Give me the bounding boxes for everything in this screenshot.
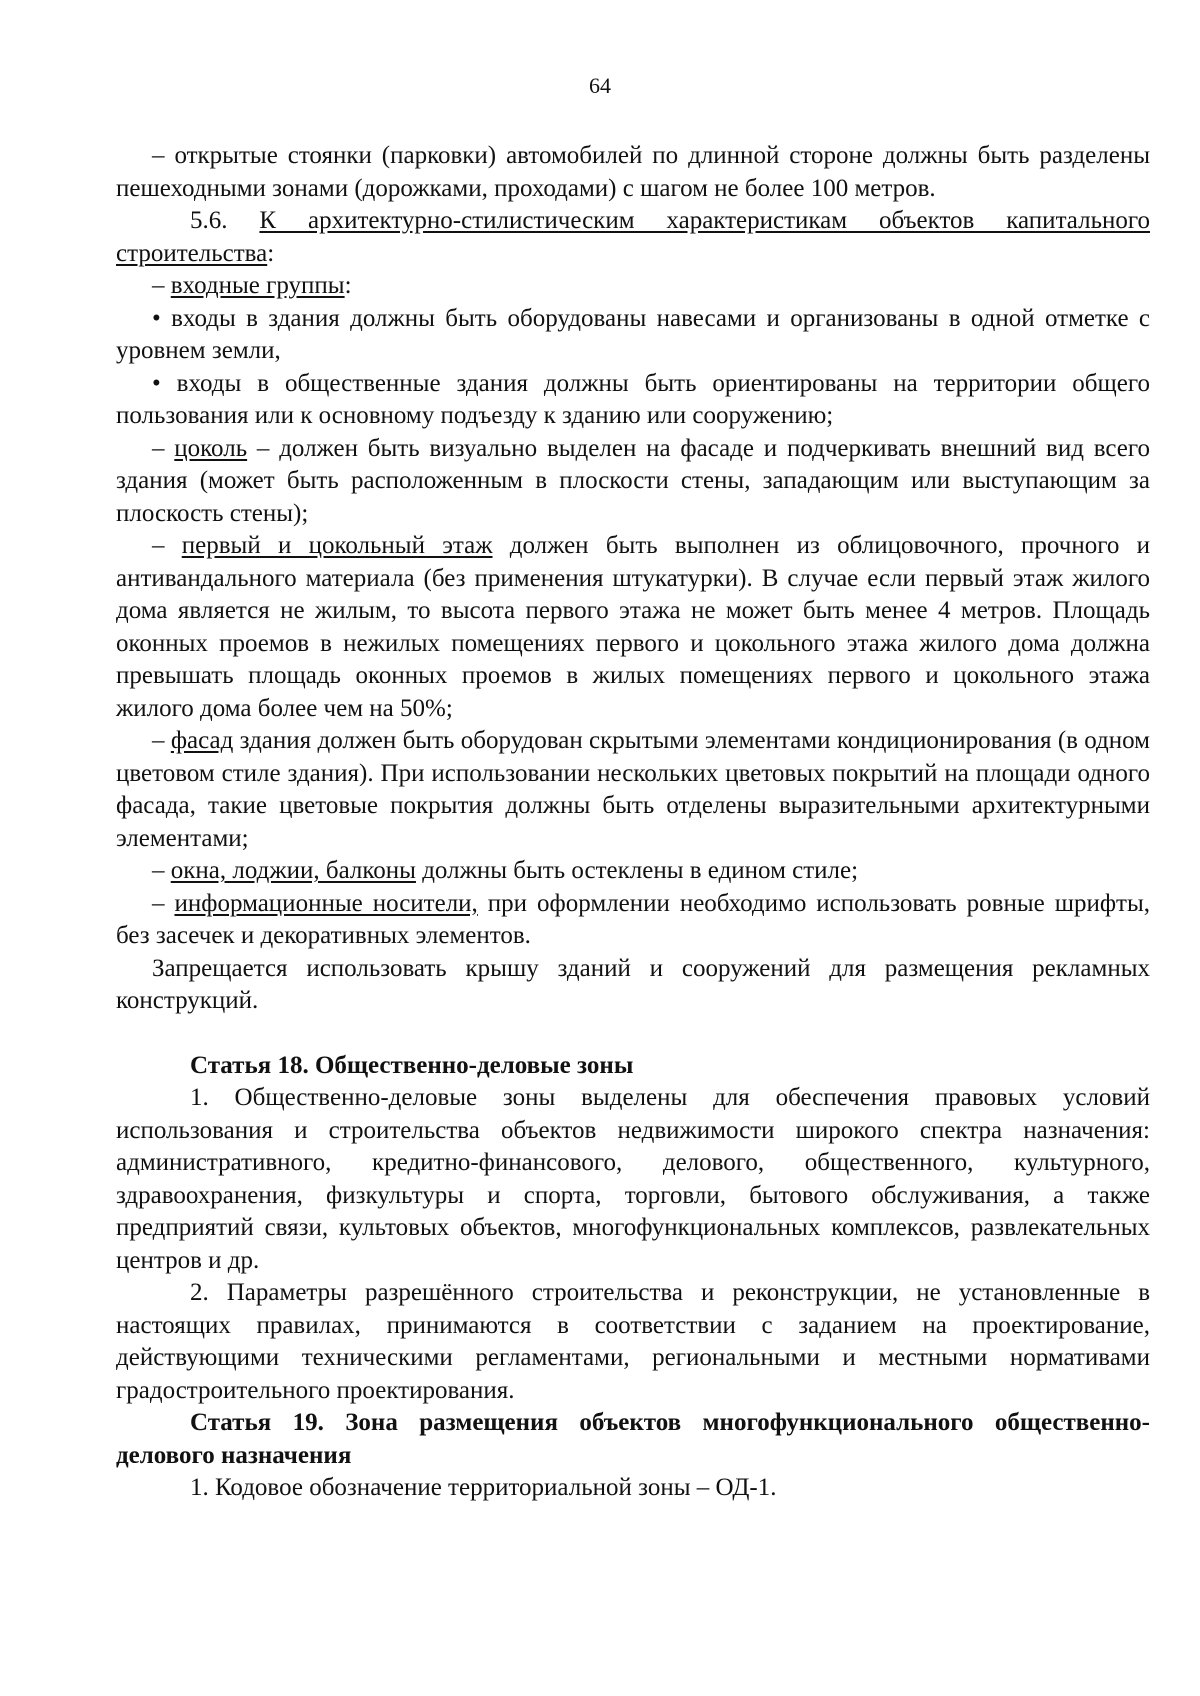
bullet-item: • входы в общественные здания должны быть ориентированы на территории общего пользования или к основному подъезду к зданию или сооружению; [116, 369, 1150, 429]
prohibition-paragraph: Запрещается использовать крышу зданий и сооружений для размещения рекламных конструкций. [116, 954, 1150, 1014]
floor-label: первый и цокольный этаж [181, 532, 493, 559]
page-number: 64 [589, 73, 611, 98]
bullet-item: • входы в здания должны быть оборудованы навесами и организованы в одной отметке с уровнем земли, [116, 304, 1150, 364]
floor-item: – первый и цокольный этаж должен быть выполнен из облицовочного, прочного и антивандального материала (без применения штукатурки). В случае если первый этаж жилого дома является не жилым, то высота первого этажа не может быть менее 4 метров. Площадь оконных проемов в нежилых помещениях первого и цокольного этажа жилого дома должна превышать площадь оконных проемов в жилых помещениях первого и цокольного этажа жилого дома более чем на 50%; [116, 532, 1150, 722]
section-title: К архитектурно-стилистическим характеристикам объектов капитального строительства [116, 207, 1150, 267]
spacer [116, 1018, 1150, 1050]
plinth-item: – цоколь – должен быть визуально выделен на фасаде и подчеркивать внешний вид всего здания (может быть расположенным в плоскости стены, западающим или выступающим за плоскость стены); [116, 434, 1150, 527]
article-19-paragraph-1: 1. Кодовое обозначение территориальной зоны – ОД-1. [190, 1474, 777, 1501]
section-number: 5.6. [190, 207, 260, 234]
article-18-heading: Статья 18. Общественно-деловые зоны [190, 1051, 634, 1079]
windows-item: – окна, лоджии, балконы должны быть остеклены в едином стиле; [152, 857, 859, 884]
info-media-item: – информационные носители, при оформлении необходимо использовать ровные шрифты, без засечек и декоративных элементов. [116, 889, 1150, 949]
windows-label: окна, лоджии, балконы [170, 857, 416, 884]
facade-item: – фасад здания должен быть оборудован скрытыми элементами кондиционирования (в одном цветовом стиле здания). При использовании нескольких цветовых покрытий на площади одного фасада, такие цветовые покрытия должны быть отделены выразительными архитектурными элементами; [116, 727, 1151, 852]
entrance-groups-label: входные группы [170, 272, 345, 299]
parking-paragraph: – открытые стоянки (парковки) автомобилей по длинной стороне должны быть разделены пешеходными зонами (дорожками, проходами) с шагом не более 100 метров. [116, 142, 1150, 202]
entrance-groups-item: – входные группы: [152, 272, 352, 299]
plinth-label: цоколь [174, 434, 248, 462]
article-18-paragraph-2: 2. Параметры разрешённого строительства и реконструкции, не установленные в настоящих правилах, принимаются в соответствии с заданием на проектирование, действующими техническими регламентами, региональными и местными нормативами градостроительного проектирования. [116, 1279, 1150, 1404]
article-18-paragraph-1: 1. Общественно-деловые зоны выделены для обеспечения правовых условий использования и строительства объектов недвижимости широкого спектра назначения: административного, кредитно-финансового, делового, общественного, культурного, здравоохранения, физкультуры и спорта, торговли, бытового обслуживания, а также предприятий связи, культовых объектов, многофункциональных комплексов, развлекательных центров и др. [116, 1084, 1150, 1274]
facade-label: фасад [170, 727, 234, 754]
info-media-label: информационные носители, [174, 889, 478, 917]
article-19-heading: Статья 19. Зона размещения объектов многофункционального общественно-делового назначения [116, 1409, 1150, 1469]
section-5-6-heading: 5.6. К архитектурно-стилистическим характеристикам объектов капитального строительства: [116, 207, 1150, 267]
page-content [116, 140, 1150, 1505]
